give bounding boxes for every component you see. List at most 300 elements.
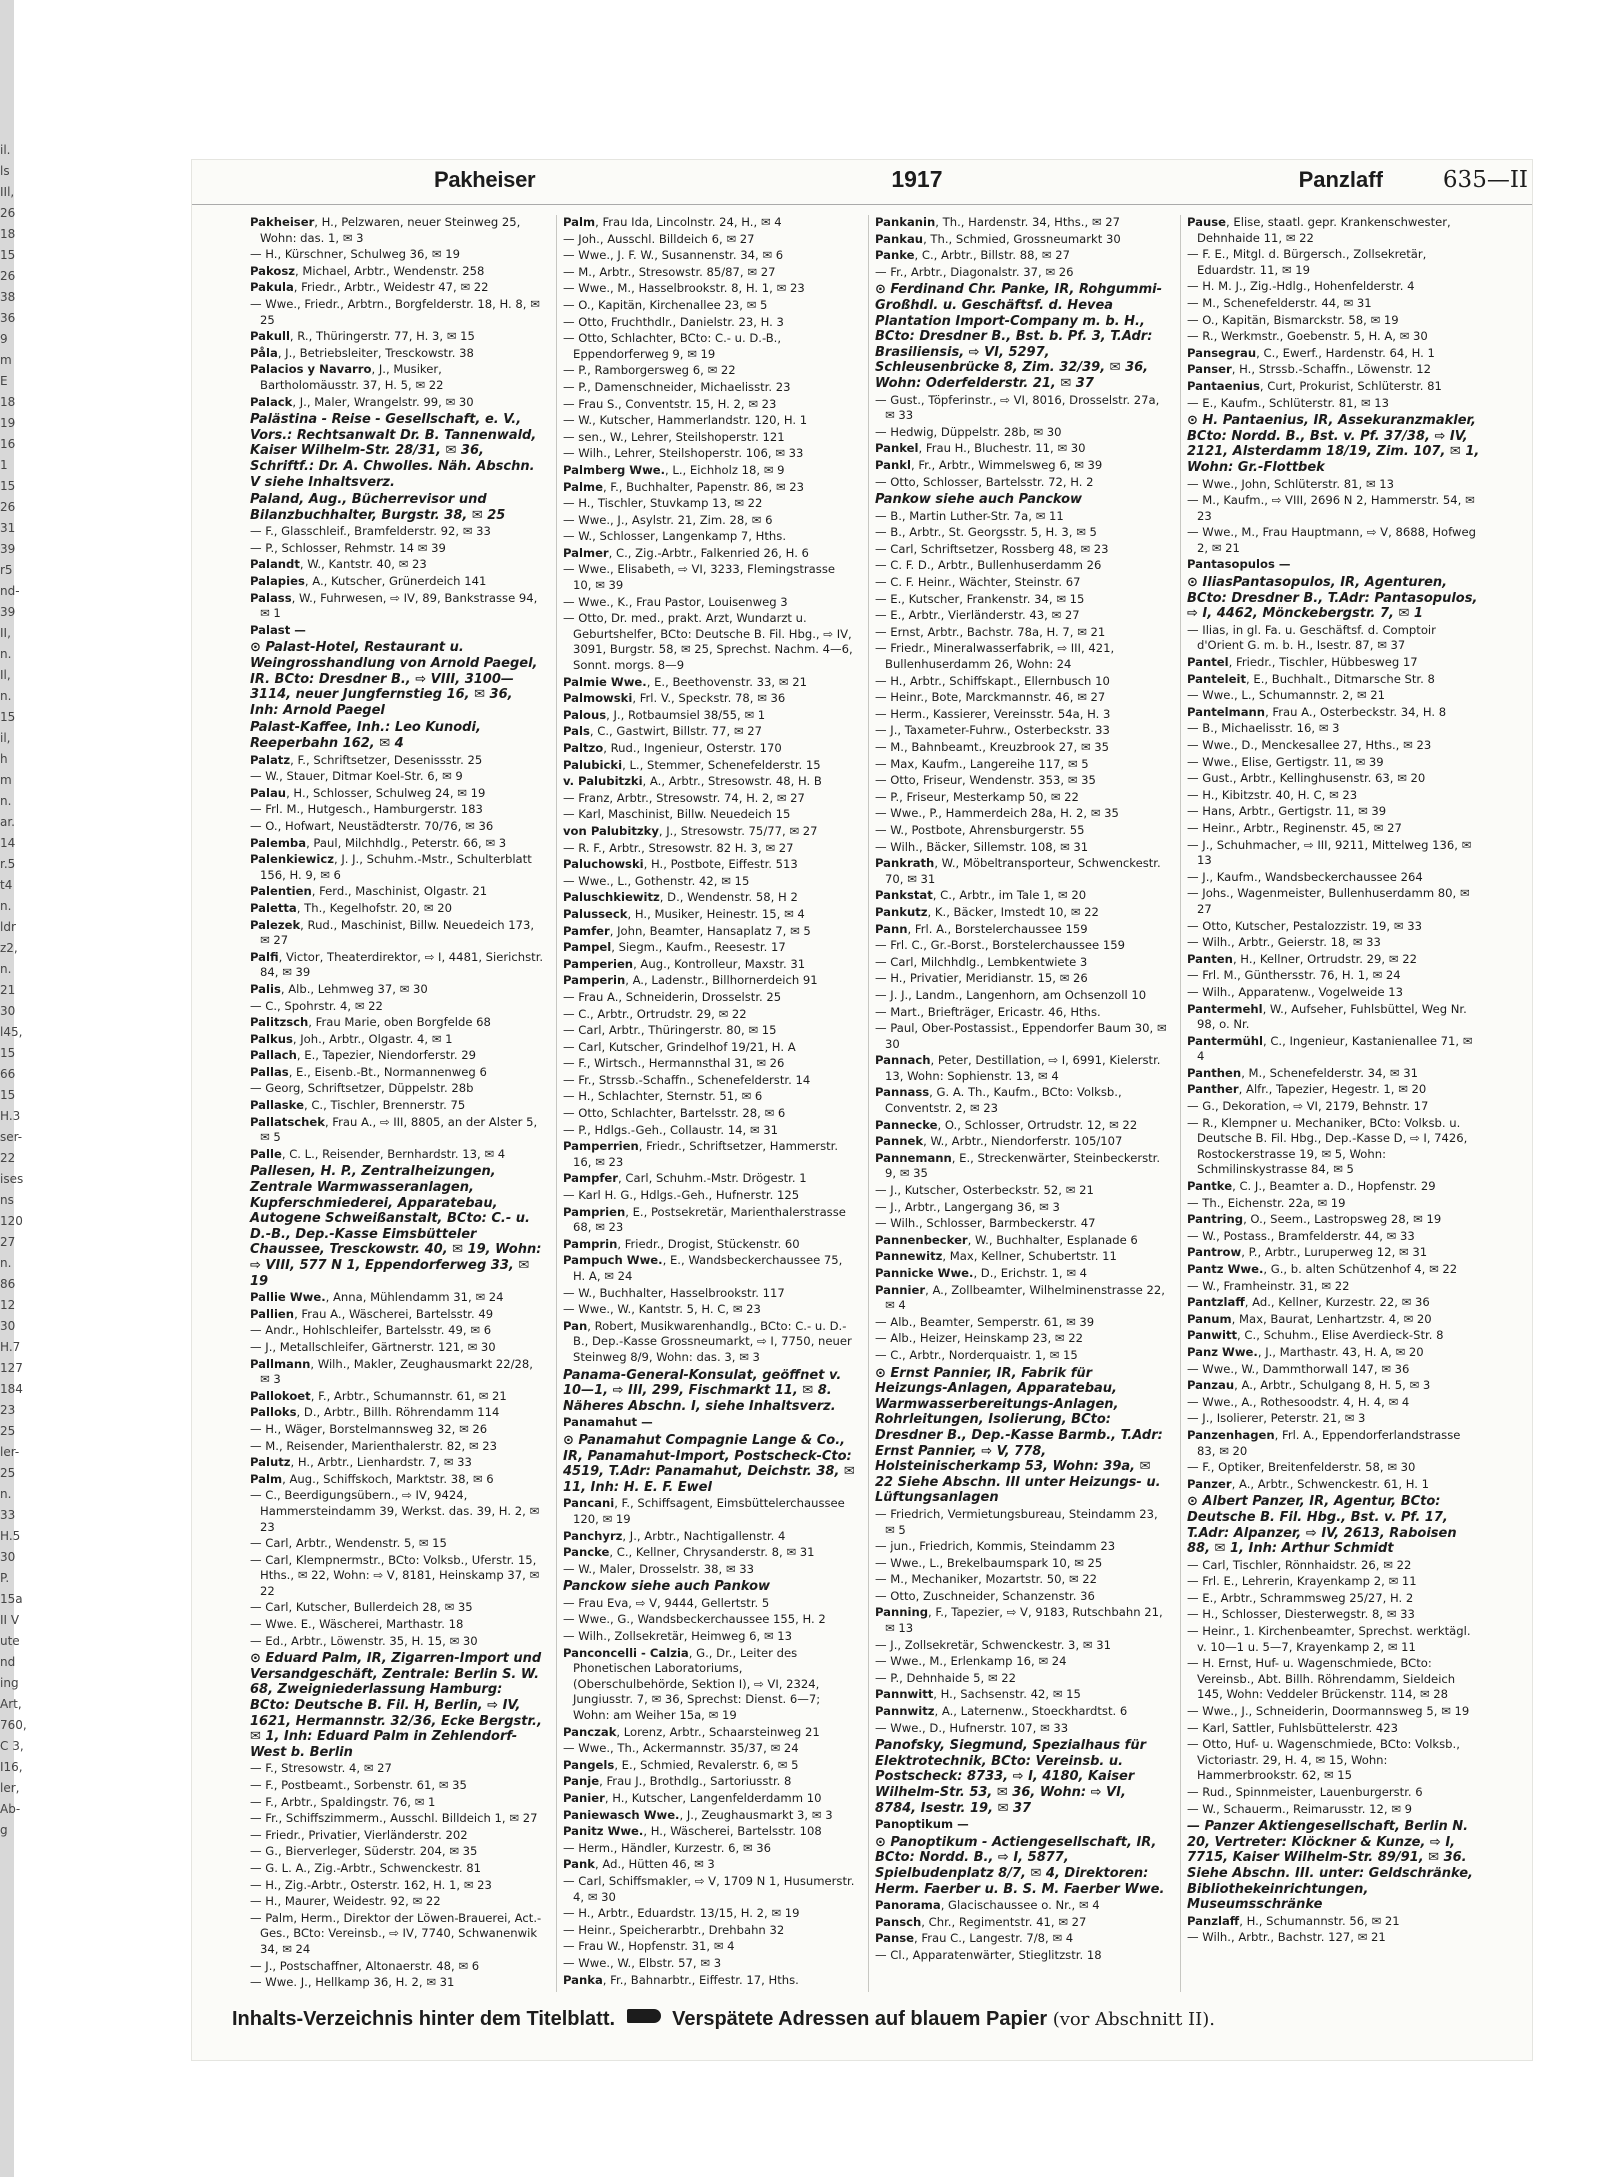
directory-entry: Palme, F., Buchhalter, Papenstr. 86, ✉ 23 (563, 479, 805, 494)
directory-entry: — Otto, Schlosser, Bartelsstr. 72, H. 2 (875, 474, 1094, 489)
margin-fragment: E (0, 374, 8, 388)
header-rule (192, 204, 1532, 205)
directory-entry: — Hedwig, Düppelstr. 28b, ✉ 30 (875, 424, 1062, 439)
directory-entry: Paltzo, Rud., Ingenieur, Osterstr. 170 (563, 741, 782, 755)
directory-entry: — Paul, Ober-Postassist., Eppendorfer Baum 30, ✉ 30 (875, 1021, 1167, 1051)
margin-fragment: 66 (0, 1067, 16, 1081)
directory-entry: — Ernst, Arbtr., Bachstr. 78a, H. 7, ✉ 21 (875, 624, 1106, 639)
directory-entry: Pantring, O., Seem., Lastropsweg 28, ✉ 19 (1187, 1212, 1442, 1227)
directory-entry: Panzer, A., Arbtr., Schwenckestr. 61, H. 1 (1187, 1476, 1430, 1491)
margin-fragment: I16, (0, 1760, 23, 1774)
directory-entry: Pantel, Friedr., Tischler, Hübbesweg 17 (1187, 655, 1418, 670)
directory-entry: — Herm., Kassierer, Vereinsstr. 54a, H. 3 (875, 706, 1111, 721)
directory-entry: — Wwe., L., Schumannstr. 2, ✉ 21 (1187, 688, 1386, 703)
directory-entry: Palous, J., Rotbaumsiel 38/55, ✉ 1 (563, 707, 766, 722)
margin-fragment: il. (0, 143, 11, 157)
directory-entry: — Wwe., D., Hufnerstr. 107, ✉ 33 (875, 1720, 1069, 1735)
directory-entry: — Frau Eva, ⇨ V, 9444, Gellertstr. 5 (563, 1595, 770, 1610)
margin-fragment: ler- (0, 1445, 20, 1459)
margin-fragment: Ab- (0, 1802, 21, 1816)
display-entry: Pallesen, H. P., Zentralheizungen, Zentrale Warmwasseranlagen, Kupferschmiederei, Apparatebau, Autogene Schweißanstalt, BCto: C.- u. D.-B., Dep.-Kasse Eimsbütteler Chaussee, Tresckowstr. 40, ✉ 19, Wohn: ⇨ VIII, 577 N 1, Eppendorferweg 33, ✉ 19 (250, 1164, 542, 1289)
directory-entry: Pallie Wwe., Anna, Mühlendamm 31, ✉ 24 (250, 1290, 504, 1305)
directory-entry: — Wwe., J., Schneiderin, Doormannsweg 5, ✉ 19 (1187, 1704, 1470, 1719)
directory-entry: — Wwe., G., Wandsbeckerchaussee 155, H. 2 (563, 1612, 826, 1627)
margin-fragment: 21 (0, 983, 16, 997)
directory-entry: — H., Arbtr., Eduardstr. 13/15, H. 2, ✉ 19 (563, 1906, 800, 1921)
directory-entry: — H., Arbtr., Schiffskapt., Ellernbusch 10 (875, 673, 1110, 688)
directory-entry: — Palm, Herm., Direktor der Löwen-Brauerei, Act.-Ges., BCto: Vereinsb., ⇨ IV, 7740, Schwanenwik 34, ✉ 24 (250, 1910, 542, 1956)
directory-entry: — W., Kutscher, Hammerlandstr. 120, H. 1 (563, 413, 808, 428)
directory-entry: Palubicki, L., Stemmer, Schenefelderstr. 15 (563, 757, 821, 772)
page-header (192, 166, 1532, 200)
directory-entry: Panier, H., Kutscher, Langenfelderdamm 10 (563, 1791, 822, 1805)
directory-entry: Paluschkiewitz, D., Wendenstr. 58, H 2 (563, 890, 798, 905)
directory-entry: Palandt, W., Kantstr. 40, ✉ 23 (250, 557, 427, 572)
directory-entry: Pankstat, C., Arbtr., im Tale 1, ✉ 20 (875, 888, 1087, 903)
margin-fragment: IIl, (0, 185, 15, 199)
directory-entry: — J., Zollsekretär, Schwenckestr. 3, ✉ 31 (875, 1637, 1111, 1652)
directory-entry: Panser, H., Strssb.-Schaffn., Löwenstr. 12 (1187, 362, 1431, 377)
margin-fragment: 15 (0, 248, 16, 262)
directory-entry: Pantasopulos — (1187, 557, 1291, 572)
directory-entry: — H., Maurer, Weidestr. 92, ✉ 22 (250, 1894, 441, 1909)
margin-fragment: 39 (0, 605, 16, 619)
column-4 (1180, 215, 1480, 1992)
directory-entry: Pannwitt, H., Sachsenstr. 42, ✉ 15 (875, 1687, 1081, 1702)
directory-entry: — Fr., Schiffszimmerm., Ausschl. Billdeich 1, ✉ 27 (250, 1811, 538, 1826)
directory-entry: — F., Wirtsch., Hermannsthal 31, ✉ 26 (563, 1056, 785, 1071)
margin-fragment: 30 (0, 1004, 16, 1018)
directory-entry: Pallmann, Wilh., Makler, Zeughausmarkt 22/28, ✉ 3 (250, 1356, 533, 1387)
directory-entry: Panz Wwe., J., Marthastr. 43, H. A, ✉ 20 (1187, 1344, 1424, 1359)
directory-entry: Pakula, Friedr., Arbtr., Weidestr 47, ✉ 22 (250, 280, 489, 295)
directory-entry: — Frl. E., Lehrerin, Krayenkamp 2, ✉ 11 (1187, 1574, 1417, 1589)
directory-entry: — W., Postass., Bramfelderstr. 44, ✉ 33 (1187, 1228, 1415, 1243)
directory-entry: Pamprien, E., Postsekretär, Marienthalerstrasse 68, ✉ 23 (563, 1204, 846, 1235)
directory-entry: — F. E., Mitgl. d. Bürgersch., Zollsekretär, Eduardstr. 11, ✉ 19 (1187, 247, 1427, 277)
column-3 (868, 215, 1168, 1992)
directory-entry: Pannemann, E., Streckenwärter, Steinbeckerstr. 9, ✉ 35 (875, 1150, 1161, 1181)
directory-entry: — B., Michaelisstr. 16, ✉ 3 (1187, 721, 1340, 736)
margin-fragment: nd (0, 1655, 16, 1669)
directory-entry: — M., Reisender, Marienthalerstr. 82, ✉ 23 (250, 1438, 498, 1453)
directory-entry: Pamperin, A., Ladenstr., Billhornerdeich 91 (563, 973, 818, 988)
directory-entry: Pakheiser, H., Pelzwaren, neuer Steinweg 25, Wohn: das. 1, ✉ 3 (250, 215, 521, 245)
display-entry: Panckow siehe auch Pankow (563, 1579, 771, 1595)
margin-fragment: 30 (0, 1319, 16, 1333)
directory-entry: Pampfer, Carl, Schuhm.-Mstr. Drögestr. 1 (563, 1171, 807, 1186)
directory-entry: — Otto, Dr. med., prakt. Arzt, Wundarzt u. Geburtshelfer, BCto: Deutsche B. Fil. Hbg., ⇨ IV, 3091, Burgstr. 58, ✉ 25, Sprechst. Nachm. 4—6, Sonnt. morgs. 8—9 (563, 611, 853, 673)
directory-entry: Panzau, A., Arbtr., Schulgang 8, H. 5, ✉ 3 (1187, 1378, 1431, 1393)
margin-fragment: 25 (0, 1424, 16, 1438)
directory-entry: — Carl, Schriftsetzer, Rossberg 48, ✉ 23 (875, 541, 1109, 556)
directory-entry: Pann, Frl. A., Borstelerchaussee 159 (875, 921, 1088, 936)
directory-entry: — Wwe., L., Brekelbaumspark 10, ✉ 25 (875, 1555, 1103, 1570)
margin-fragment: H.3 (0, 1109, 21, 1123)
directory-entry: — Karl, Sattler, Fuhlsbüttelerstr. 423 (1187, 1720, 1399, 1735)
directory-entry: — C. F. D., Arbtr., Bullenhuserdamm 26 (875, 558, 1102, 573)
directory-entry: Pantermehl, W., Aufseher, Fuhlsbüttel, Weg Nr. 98, o. Nr. (1187, 1001, 1467, 1032)
directory-entry: Pallas, E., Eisenb.-Bt., Normannenweg 6 (250, 1064, 487, 1079)
directory-entry: — Mart., Briefträger, Ericastr. 46, Hths. (875, 1004, 1101, 1019)
directory-entry: Pannicke Wwe., D., Erichstr. 1, ✉ 4 (875, 1266, 1088, 1280)
directory-entry: Pank, Ad., Hütten 46, ✉ 3 (563, 1857, 715, 1872)
directory-entry: Pampel, Siegm., Kaufm., Reesestr. 17 (563, 940, 786, 955)
margin-fragment: n. (0, 962, 12, 976)
directory-entry: Pansch, Chr., Regimentstr. 41, ✉ 27 (875, 1914, 1087, 1929)
margin-fragment: C 3, (0, 1739, 24, 1753)
margin-fragment: n. (0, 1487, 12, 1501)
directory-entry: — Wwe., W., Kantstr. 5, H. C, ✉ 23 (563, 1302, 761, 1317)
directory-entry: — B., Martin Luther-Str. 7a, ✉ 11 (875, 508, 1064, 523)
directory-entry: Påla, J., Betriebsleiter, Tresckowstr. 38 (250, 345, 474, 360)
margin-fragment: m (0, 773, 12, 787)
directory-entry: — Frl. C., Gr.-Borst., Borstelerchaussee 159 (875, 938, 1125, 953)
directory-entry: — Otto, Huf- u. Wagenschmiede, BCto: Volksb., Victoriastr. 29, H. 4, ✉ 15, Wohn: Hammerbrookstr. 62, ✉ 15 (1187, 1737, 1460, 1783)
directory-entry: — W., Postbote, Ahrensburgerstr. 55 (875, 822, 1085, 837)
display-entry: ⊙ H. Pantaenius, IR, Assekuranzmakler, BCto: Nordd. B., Bst. v. Pf. 37/38, ⇨ IV, 2121, Alsterdamm 18/19, Zim. 107, ✉ 1, Wohn: Gr.-Flottbek (1187, 413, 1480, 475)
margin-fragment: h (0, 752, 8, 766)
margin-fragment: m (0, 353, 12, 367)
display-entry: ⊙ Panamahut Compagnie Lange & Co., IR, Panamahut-Import, Postscheck-Cto: 4519, T.Adr: Panamahut, Deichstr. 38, ✉ 11, Inh: H. E. F. Ewel (563, 1432, 855, 1495)
display-entry: ⊙ Eduard Palm, IR, Zigarren-Import und Versandgeschäft, Zentrale: Berlin S. W. 68, Zweigniederlassung Hamburg: BCto: Deutsche B. Fil. H, Berlin, ⇨ IV, 1621, Hermannstr. 32/36, Ecke Bergstr., ✉ 1, Inh: Eduard Palm in Zehlendorf-West b. Berlin (250, 1651, 542, 1760)
margin-fragment: ns (0, 1193, 14, 1207)
margin-fragment: 15 (0, 479, 16, 493)
margin-fragment: ls (0, 164, 10, 178)
directory-entry: Palezek, Rud., Maschinist, Billw. Neuedeich 173, ✉ 27 (250, 917, 535, 948)
directory-entry: — H. M. J., Zig.-Hdlg., Hohenfelderstr. 4 (1187, 279, 1415, 294)
display-entry: ⊙ Ernst Pannier, IR, Fabrik für Heizungs-Anlagen, Apparatebau, Warmwasserbereitungs-Anlagen, Rohrleitungen, Isolierung, BCto: Dresdner B., Dep.-Kasse Barmb., T.Adr: Ernst Pannier, ⇨ V, 778, Holsteinischerkamp 53, Wohn: 39a, ✉ 22 Siehe Abschn. III unter Heizungs- u. Lüftungsanlagen (875, 1365, 1163, 1506)
directory-entry: — Carl, Tischler, Rönnhaidstr. 26, ✉ 22 (1187, 1557, 1412, 1572)
directory-entry: Panchyrz, J., Arbtr., Nachtigallenstr. 4 (563, 1528, 786, 1543)
directory-entry: — Georg, Schriftsetzer, Düppelstr. 28b (250, 1081, 474, 1096)
directory-entry: Palentien, Ferd., Maschinist, Olgastr. 21 (250, 884, 488, 899)
directory-entry: — P., Dehnhaide 5, ✉ 22 (875, 1670, 1017, 1685)
directory-entry: — Wwe. J., Hellkamp 36, H. 2, ✉ 31 (250, 1975, 455, 1990)
directory-entry: Palusseck, H., Musiker, Heinestr. 15, ✉ 4 (563, 906, 805, 921)
directory-entry: — Otto, Fruchthdlr., Danielstr. 23, H. 3 (563, 314, 784, 329)
directory-entry: — R. F., Arbtr., Stresowstr. 82 H. 3, ✉ 27 (563, 840, 794, 855)
display-entry: ⊙ Albert Panzer, IR, Agentur, BCto: Deutsche B. Fil. Hbg., Bst. v. Pf. 17, T.Adr: Alpanzer, ⇨ IV, 2613, Raboisen 88, ✉ 1, Inh: Arthur Schmidt (1187, 1494, 1457, 1557)
margin-fragment: 120 (0, 1214, 23, 1228)
directory-entry: — F., Arbtr., Spaldingstr. 76, ✉ 1 (250, 1794, 436, 1809)
margin-fragment: H.7 (0, 1340, 21, 1354)
directory-entry: — Frl. M., Hutgesch., Hamburgerstr. 183 (250, 802, 483, 817)
margin-fragment: 15a (0, 1592, 23, 1606)
directory-entry: — Wwe., P., Hammerdeich 28a, H. 2, ✉ 35 (875, 806, 1119, 821)
directory-entry: — Wwe., J., Asylstr. 21, Zim. 28, ✉ 6 (563, 512, 773, 527)
margin-fragment: 760, (0, 1718, 27, 1732)
directory-entry: — Wilh., Apparatenw., Vogelweide 13 (1187, 984, 1404, 999)
directory-entry: — Alb., Heizer, Heinskamp 23, ✉ 22 (875, 1331, 1083, 1346)
directory-entry: — H., Privatier, Meridianstr. 15, ✉ 26 (875, 971, 1088, 986)
directory-entry: Pakull, R., Thüringerstr. 77, H. 3, ✉ 15 (250, 329, 475, 344)
directory-entry: — Wwe. E., Wäscherei, Marthastr. 18 (250, 1617, 464, 1632)
margin-fragment: ises (0, 1172, 24, 1186)
directory-entry: — H., Kürschner, Schulweg 36, ✉ 19 (250, 247, 460, 262)
footer-section-note: (vor Abschnitt II). (1052, 2009, 1216, 2030)
directory-entry: Paniewasch Wwe., J., Zeughausmarkt 3, ✉ 3 (563, 1807, 833, 1822)
directory-entry: Panczak, Lorenz, Arbtr., Schaarsteinweg 21 (563, 1724, 820, 1739)
directory-entry: Palast — (250, 622, 306, 637)
margin-fragment: ler, (0, 1781, 20, 1795)
directory-entry: — W., Schauerm., Reimarusstr. 12, ✉ 9 (1187, 1801, 1413, 1816)
directory-entry: — Gust., Töpferinstr., ⇨ VI, 8016, Drosselstr. 27a, ✉ 33 (875, 392, 1160, 423)
directory-entry: — P., Damenschneider, Michaelisstr. 23 (563, 379, 791, 394)
margin-fragment: n. (0, 794, 12, 808)
margin-fragment: 184 (0, 1382, 23, 1396)
directory-entry: — R., Werkmstr., Goebenstr. 5, H. A, ✉ 30 (1187, 329, 1428, 344)
directory-entry: Panorama, Glacischaussee o. Nr., ✉ 4 (875, 1898, 1100, 1913)
directory-entry: Palapies, A., Kutscher, Grünerdeich 141 (250, 574, 487, 589)
directory-entry: — J., Metallschleifer, Gärtnerstr. 121, ✉ 30 (250, 1339, 496, 1354)
directory-entry: — Carl, Milchhdlg., Lembkentwiete 3 (875, 954, 1088, 969)
directory-entry: — Heinr., Arbtr., Reginenstr. 45, ✉ 27 (1187, 820, 1402, 835)
display-entry: Paland, Aug., Bücherrevisor und Bilanzbuchhalter, Burgstr. 38, ✉ 25 (250, 492, 506, 523)
header-right-key: Panzlaff (1298, 167, 1383, 192)
margin-fragment: 15 (0, 710, 16, 724)
margin-fragment: n. (0, 689, 12, 703)
directory-entry: — Wwe., J. F. W., Susannenstr. 34, ✉ 6 (563, 248, 784, 263)
directory-entry: Pankrath, W., Möbeltransporteur, Schwenckestr. 70, ✉ 31 (875, 856, 1161, 886)
directory-entry: — Wwe., K., Frau Pastor, Louisenweg 3 (563, 594, 788, 609)
directory-entry: — Karl H. G., Hdlgs.-Geh., Hufnerstr. 125 (563, 1188, 800, 1203)
directory-entry: — Rud., Spinnmeister, Lauenburgerstr. 6 (1187, 1785, 1423, 1799)
directory-entry: Pakosz, Michael, Arbtr., Wendenstr. 258 (250, 263, 485, 278)
margin-fragment: n. (0, 1256, 12, 1270)
directory-entry: — Heinr., Bote, Marckmannstr. 46, ✉ 27 (875, 690, 1106, 705)
directory-entry: — Wilh., Zollsekretär, Heimweg 6, ✉ 13 (563, 1629, 793, 1644)
directory-entry: — Wwe., Elise, Gertigstr. 11, ✉ 39 (1187, 754, 1384, 769)
directory-entry: — Wwe., M., Erlenkamp 16, ✉ 24 (875, 1654, 1067, 1669)
directory-entry: — Otto, Schlachter, Bartelsstr. 28, ✉ 6 (563, 1106, 786, 1121)
directory-entry: — J., Schuhmacher, ⇨ III, 9211, Mittelweg 136, ✉ 13 (1187, 837, 1472, 868)
directory-entry: — J., Arbtr., Langergang 36, ✉ 3 (875, 1199, 1060, 1214)
directory-entry: Palmer, C., Zig.-Arbtr., Falkenried 26, H. 6 (563, 545, 809, 560)
directory-entry: Pan, Robert, Musikwarenhandlg., BCto: C.- u. D.-B., Dep.-Kasse Grossneumarkt, ⇨ I, 7750, neuer Steinweg 8/9, Wohn: das. 3, ✉ 3 (563, 1318, 852, 1364)
directory-entry: — P., Hdlgs.-Geh., Collaustr. 14, ✉ 31 (563, 1122, 779, 1137)
directory-entry: — Wwe., A., Rothesoodstr. 4, H. 4, ✉ 4 (1187, 1394, 1410, 1409)
directory-entry: — M., Arbtr., Stresowstr. 85/87, ✉ 27 (563, 264, 776, 279)
directory-entry: von Palubitzky, J., Stresowstr. 75/77, ✉ 27 (563, 823, 818, 838)
directory-entry: — E., Arbtr., Schrammsweg 25/27, H. 2 (1187, 1590, 1414, 1605)
directory-entry: Pallach, E., Tapezier, Niendorferstr. 29 (250, 1048, 476, 1063)
directory-entry: — Th., Eichenstr. 22a, ✉ 19 (1187, 1195, 1346, 1210)
directory-entry: — Ed., Arbtr., Löwenstr. 35, H. 15, ✉ 30 (250, 1633, 478, 1648)
margin-fragment: 30 (0, 1550, 16, 1564)
margin-fragment: P. (0, 1571, 10, 1585)
margin-fragment: ser- (0, 1130, 23, 1144)
directory-entry: Panteleit, E., Buchhalt., Ditmarsche Str. 8 (1187, 671, 1435, 686)
directory-entry: — H., Wäger, Borstelmannsweg 32, ✉ 26 (250, 1421, 488, 1436)
margin-fragment: 26 (0, 269, 16, 283)
directory-entry: — Fr., Arbtr., Diagonalstr. 37, ✉ 26 (875, 264, 1074, 279)
directory-entry: Pannecke, O., Schlosser, Ortrudstr. 12, ✉ 22 (875, 1117, 1138, 1132)
margin-fragment: 18 (0, 395, 16, 409)
display-entry: Panama-General-Konsulat, geöffnet v. 10—1, ⇨ III, 299, Fischmarkt 11, ✉ 8. Näheres Abschn. I, siehe Inhaltsverz. (563, 1367, 842, 1414)
directory-entry: Pallokoet, F., Arbtr., Schumannstr. 61, ✉ 21 (250, 1388, 507, 1403)
display-entry: ⊙ Panoptikum - Actiengesellschaft, IR, BCto: Nordd. B., ⇨ I, 5877, Spielbudenplatz 8/7, ✉ 4, Direktoren: Herm. Faerber u. B. S. M. Faerber Wwe. (875, 1834, 1165, 1897)
previous-page-margin (0, 140, 27, 2040)
directory-entry: Panke, C., Arbtr., Billstr. 88, ✉ 27 (875, 248, 1070, 263)
margin-fragment: ar. (0, 815, 15, 829)
margin-fragment: 9 (0, 332, 8, 346)
directory-entry: — Carl, Arbtr., Wendenstr. 5, ✉ 15 (250, 1536, 447, 1551)
directory-entry: — R., Klempner u. Mechaniker, BCto: Volksb. u. Deutsche B. Fil. Hbg., Dep.-Kasse D, ⇨ I, 7426, Rostockerstrasse 19, ✉ 5, Wohn: Schmilinskystrasse 84, ✉ 5 (1187, 1115, 1468, 1177)
directory-entry: — W., Buchhalter, Hasselbrookstr. 117 (563, 1285, 785, 1300)
directory-entry: Pankutz, K., Bäcker, Imstedt 10, ✉ 22 (875, 904, 1099, 919)
display-entry: Palast-Kaffee, Inh.: Leo Kunodi, Reeperbahn 162, ✉ 4 (250, 720, 481, 751)
directory-entry: — B., Arbtr., St. Georgsstr. 5, H. 3, ✉ 5 (875, 525, 1097, 540)
directory-entry: — H. Ernst, Huf- u. Wagenschmiede, BCto: Vereinsb., Abt. Billh. Röhrendamm, Sieldeich 145, Wohn: Veddeler Brückenstr. 114, ✉ 28 (1187, 1656, 1456, 1702)
directory-entry: Pantzlaff, Ad., Kellner, Kurzestr. 22, ✉ 36 (1187, 1295, 1430, 1310)
directory-entry: — Frau W., Hopfenstr. 31, ✉ 4 (563, 1939, 735, 1954)
directory-entry: Panning, F., Tapezier, ⇨ V, 9183, Rutschbahn 21, ✉ 13 (875, 1605, 1163, 1636)
directory-entry: — Karl, Maschinist, Billw. Neuedeich 15 (563, 807, 791, 822)
directory-entry: — Wwe., D., Menckesallee 27, Hths., ✉ 23 (1187, 738, 1432, 752)
directory-entry: Panka, Fr., Bahnarbtr., Eiffestr. 17, Hths. (563, 1972, 799, 1987)
directory-entry: — W., Framheinstr. 31, ✉ 22 (1187, 1278, 1350, 1293)
directory-entry: Panthen, M., Schenefelderstr. 34, ✉ 31 (1187, 1065, 1418, 1080)
directory-entry: — Herm., Händler, Kurzestr. 6, ✉ 36 (563, 1840, 771, 1855)
margin-fragment: n. (0, 647, 12, 661)
directory-entry: — Otto, Zuschneider, Schanzenstr. 36 (875, 1588, 1095, 1603)
directory-entry: — Wwe., Friedr., Arbtrn., Borgfelderstr. 18, H. 8, ✉ 25 (250, 296, 540, 327)
display-entry: Palästina - Reise - Gesellschaft, e. V., Vors.: Rechtsanwalt Dr. B. Tannenwald, Kaiser Wilhelm-Str. 28/31, ✉ 36, Schriftf.: Dr. A. Chwolles. Näh. Abschn. V siehe Inhaltsverz. (250, 412, 537, 490)
directory-entry: Panwitt, C., Schuhm., Elise Averdieck-Str. 8 (1187, 1328, 1444, 1343)
directory-entry: Pansegrau, C., Ewerf., Hardenstr. 64, H. 1 (1187, 345, 1435, 360)
directory-entry: Pancani, F., Schiffsagent, Eimsbüttelerchaussee 120, ✉ 19 (563, 1496, 845, 1526)
directory-entry: Palmie Wwe., E., Beethovenstr. 33, ✉ 21 (563, 674, 807, 689)
directory-entry: Pantaenius, Curt, Prokurist, Schlüterstr. 81 (1187, 378, 1442, 393)
margin-fragment: 1 (0, 458, 8, 472)
directory-entry: — J., Kutscher, Osterbeckstr. 52, ✉ 21 (875, 1183, 1094, 1198)
margin-fragment: 22 (0, 1151, 16, 1165)
directory-entry: — M., Mechaniker, Mozartstr. 50, ✉ 22 (875, 1572, 1097, 1587)
directory-entry: Panse, Frau C., Langestr. 7/8, ✉ 4 (875, 1931, 1074, 1946)
directory-entry: Panamahut — (563, 1415, 653, 1430)
directory-entry: — Frau A., Schneiderin, Drosselstr. 25 (563, 989, 782, 1004)
directory-entry: — Friedrich, Vermietungsbureau, Steindamm 23, ✉ 5 (875, 1506, 1158, 1537)
footer-index-note: Inhalts-Verzeichnis hinter dem Titelblatt. (232, 2008, 616, 2030)
directory-entry: — E., Kutscher, Frankenstr. 34, ✉ 15 (875, 591, 1085, 606)
directory-entry: — P., Friseur, Mesterkamp 50, ✉ 22 (875, 789, 1079, 804)
directory-entry: — Wwe., Th., Ackermannstr. 35/37, ✉ 24 (563, 1741, 799, 1756)
column-2 (556, 215, 856, 1992)
directory-entry: — Friedr., Privatier, Vierländerstr. 202 (250, 1827, 468, 1842)
directory-entry: Pals, C., Gastwirt, Billstr. 77, ✉ 27 (563, 724, 763, 739)
directory-entry: — J., Taxameter-Fuhrw., Osterbeckstr. 33 (875, 723, 1110, 738)
directory-entry: — Frl. M., Günthersstr. 76, H. 1, ✉ 24 (1187, 968, 1401, 983)
directory-entry: Panconcelli - Calzia, G., Dr., Leiter des Phonetischen Laboratoriums, (Oberschulbehörde, Sektion I), ⇨ VI, 2324, Jungiusstr. 7, ✉ 36, Sprechst: Dienst. 6—7; Wohn: am Weiher 15a, ✉ 19 (563, 1645, 821, 1723)
directory-entry: Pallaske, C., Tischler, Brennerstr. 75 (250, 1098, 466, 1113)
directory-entry: Palloks, D., Arbtr., Billh. Röhrendamm 114 (250, 1405, 500, 1420)
directory-entry: — P., Ramborgersweg 6, ✉ 22 (563, 363, 736, 378)
margin-fragment: 23 (0, 1403, 16, 1417)
directory-entry: — Carl, Klempnermstr., BCto: Volksb., Uferstr. 15, Hths., ✉ 22, Wohn: ⇨ V, 8181, Heinskamp 37, ✉ 22 (250, 1552, 540, 1598)
directory-entry: Panum, Max, Baurat, Lenhartzstr. 4, ✉ 20 (1187, 1311, 1432, 1326)
directory-entry: Palatz, F., Schriftsetzer, Desenissstr. 25 (250, 752, 483, 767)
margin-fragment: II V (0, 1613, 20, 1627)
directory-entry: — Max, Kaufm., Langereihe 117, ✉ 5 (875, 756, 1089, 771)
directory-entry: Pampuch Wwe., E., Wandsbeckerchaussee 75, H. A, ✉ 24 (563, 1253, 843, 1283)
directory-entry: — G. L. A., Zig.-Arbtr., Schwenckestr. 81 (250, 1860, 482, 1875)
directory-entry: — Wwe., W., Elbstr. 57, ✉ 3 (563, 1955, 722, 1970)
directory-entry: — Hans, Arbtr., Gertigstr. 11, ✉ 39 (1187, 804, 1387, 819)
margin-fragment: 33 (0, 1508, 16, 1522)
margin-fragment: g (0, 1823, 8, 1837)
directory-entry: — Wilh., Arbtr., Bachstr. 127, ✉ 21 (1187, 1930, 1386, 1945)
directory-entry: Palack, J., Maler, Wrangelstr. 99, ✉ 30 (250, 394, 474, 409)
directory-entry: — C., Arbtr., Ortrudstr. 29, ✉ 22 (563, 1006, 747, 1021)
directory-entry: Palemba, Paul, Milchhdlg., Peterstr. 66, ✉ 3 (250, 835, 507, 850)
margin-fragment: 15 (0, 1046, 16, 1060)
directory-entry: Palitzsch, Frau Marie, oben Borgfelde 68 (250, 1015, 491, 1030)
directory-entry: Panoptikum — (875, 1817, 969, 1832)
directory-entry: — Franz, Arbtr., Stresowstr. 74, H. 2, ✉ 27 (563, 790, 805, 805)
margin-fragment: r.5 (0, 857, 16, 871)
directory-entry: v. Palubitzki, A., Arbtr., Stresowstr. 48, H. B (563, 774, 822, 789)
directory-entry: — Ilias, in gl. Fa. u. Geschäftsf. d. Comptoir d'Orient G. m. b. H., Isestr. 87, ✉ 37 (1187, 622, 1436, 653)
directory-entry: — E., Arbtr., Vierländerstr. 43, ✉ 27 (875, 608, 1080, 623)
header-year: 1917 (891, 166, 943, 192)
directory-entry: — Carl, Kutscher, Bullerdeich 28, ✉ 35 (250, 1600, 473, 1615)
directory-entry: Palau, H., Schlosser, Schulweg 24, ✉ 19 (250, 785, 486, 800)
directory-entry: Pannwitz, A., Laternenw., Stoeckhardtst. 6 (875, 1704, 1128, 1719)
directory-entry: Pantke, C. J., Beamter a. D., Hopfenstr. 29 (1187, 1179, 1436, 1194)
directory-entry: — Fr., Strssb.-Schaffn., Schenefelderstr. 14 (563, 1072, 811, 1087)
directory-entry: — Wwe., M., Frau Hauptmann, ⇨ V, 8688, Hofweg 2, ✉ 21 (1187, 525, 1476, 555)
directory-entry: Pankel, Frau H., Bluchestr. 11, ✉ 30 (875, 441, 1086, 456)
margin-fragment: H.5 (0, 1529, 21, 1543)
directory-entry: Palfi, Victor, Theaterdirektor, ⇨ I, 4481, Sierichstr. 84, ✉ 39 (250, 949, 544, 980)
directory-entry: — F., Postbeamt., Sorbenstr. 61, ✉ 35 (250, 1778, 467, 1792)
margin-fragment: 127 (0, 1361, 23, 1375)
margin-fragment: Il, (0, 668, 11, 682)
directory-entry: — J., Postschaffner, Altonaerstr. 48, ✉ 6 (250, 1958, 480, 1973)
directory-entry: — Wilh., Arbtr., Geierstr. 18, ✉ 33 (1187, 935, 1381, 950)
directory-entry: Pannass, G. A. Th., Kaufm., BCto: Volksb., Conventstr. 2, ✉ 23 (875, 1085, 1122, 1116)
directory-entry: Panten, H., Kellner, Ortrudstr. 29, ✉ 22 (1187, 951, 1417, 966)
directory-entry: Paluchowski, H., Postbote, Eiffestr. 513 (563, 857, 798, 872)
directory-entry: — M., Bahnbeamt., Kreuzbrook 27, ✉ 35 (875, 740, 1109, 754)
directory-entry: — Carl, Kutscher, Grindelhof 19/21, H. A (563, 1039, 796, 1054)
directory-entry: Palutz, H., Arbtr., Lienhardstr. 7, ✉ 33 (250, 1455, 472, 1470)
margin-fragment: il, (0, 731, 11, 745)
page-number: 635—II (1442, 167, 1528, 193)
margin-fragment: 19 (0, 416, 16, 430)
directory-entry: — Wwe., John, Schlüterstr. 81, ✉ 13 (1187, 476, 1395, 491)
directory-entry: — F., Stresowstr. 4, ✉ 27 (250, 1761, 392, 1776)
margin-fragment: II, (0, 626, 11, 640)
margin-fragment: 36 (0, 311, 16, 325)
directory-entry: Panther, Alfr., Tapezier, Hegestr. 1, ✉ 20 (1187, 1082, 1427, 1097)
directory-entry: Pannenbecker, W., Buchhalter, Esplanade 6 (875, 1232, 1138, 1247)
directory-entry: Palacios y Navarro, J., Musiker, Bartholomäusstr. 37, H. 5, ✉ 22 (250, 362, 444, 392)
footer-late-addresses: Verspätete Adressen auf blauem Papier (672, 2008, 1048, 2030)
directory-entry: — G., Bierverleger, Süderstr. 204, ✉ 35 (250, 1844, 478, 1859)
directory-entry: — Carl, Arbtr., Thüringerstr. 80, ✉ 15 (563, 1023, 777, 1038)
directory-entry: Pantermühl, C., Ingenieur, Kastanienallee 71, ✉ 4 (1187, 1033, 1473, 1064)
directory-entry: Pamperien, Aug., Kontrolleur, Maxstr. 31 (563, 956, 806, 971)
directory-entry: Panje, Frau J., Brothdlg., Sartoriusstr. 8 (563, 1774, 792, 1789)
directory-entry: — O., Kapitän, Kirchenallee 23, ✉ 5 (563, 297, 768, 312)
directory-entry: Pancke, C., Kellner, Chrysanderstr. 8, ✉ 31 (563, 1545, 815, 1560)
directory-entry: Pannewitz, Max, Kellner, Schubertstr. 11 (875, 1249, 1117, 1264)
margin-fragment: Art, (0, 1697, 22, 1711)
directory-entry: — Johs., Wagenmeister, Bullenhuserdamm 80, ✉ 27 (1187, 886, 1470, 916)
directory-entry: — W., Schlosser, Langenkamp 7, Hths. (563, 529, 787, 544)
